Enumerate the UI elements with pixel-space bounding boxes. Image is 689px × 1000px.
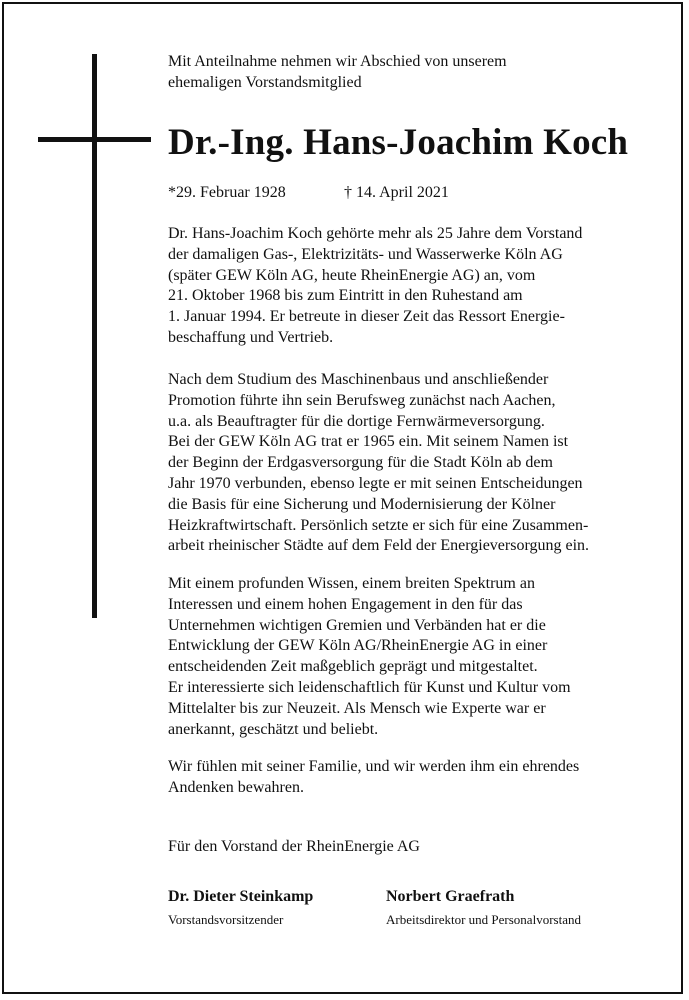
text-line: Dr. Hans-Joachim Koch gehörte mehr als 25 Jahre dem Vorstand: [168, 225, 583, 242]
text-line: entscheidenden Zeit maßgeblich geprägt und mitgestaltet.: [168, 658, 538, 676]
intro-line: ehemaligen Vorstandsmitglied: [168, 74, 362, 91]
paragraph-legacy: [168, 574, 648, 740]
text-line: Mit einem profunden Wissen, einem breiten Spektrum an: [168, 575, 535, 592]
signatory-role: Vorstandsvorsitzender: [168, 912, 284, 927]
paragraph-career: [168, 224, 648, 349]
text-line: Unternehmen wichtigen Gremien und Verbänden hat er die: [168, 616, 546, 634]
text-line: beschaffung und Vertrieb.: [168, 328, 334, 346]
text-line: Bei der GEW Köln AG trat er 1965 ein. Mit seinem Namen ist: [168, 433, 569, 451]
paragraph-condolence: [168, 757, 648, 799]
text-line: Er interessierte sich leidenschaftlich für Kunst und Kultur vom: [168, 678, 571, 696]
text-line: Jahr 1970 verbunden, ebenso legte er mit seinen Entscheidungen: [168, 474, 583, 492]
text-line: 1. Januar 1994. Er betreute in dieser Zeit das Ressort Energie-: [168, 308, 565, 326]
text-line: Promotion führte ihn sein Berufsweg zunächst nach Aachen,: [168, 391, 556, 409]
text-line: anerkannt, geschätzt und beliebt.: [168, 720, 379, 738]
text-line: Mittelalter bis zur Neuzeit. Als Mensch wie Experte war er: [168, 699, 546, 717]
text-line: der damaligen Gas-, Elektrizitäts- und Wasserwerke Köln AG: [168, 245, 563, 263]
text-line: Heizkraftwirtschaft. Persönlich setzte er sich für eine Zusammen-: [168, 516, 589, 534]
signatory-role: Arbeitsdirektor und Personalvorstand: [386, 912, 581, 927]
paragraph-background: [168, 370, 648, 557]
text-line: (später GEW Köln AG, heute RheinEnergie AG) an, vom: [168, 266, 536, 284]
text-line: Entwicklung der GEW Köln AG/RheinEnergie AG in einer: [168, 637, 548, 655]
text-line: arbeit rheinischer Städte auf dem Feld der Energieversorgung ein.: [168, 537, 590, 555]
deceased-name: Dr.-Ing. Hans-Joachim Koch: [168, 122, 629, 163]
birth-date: *29. Februar 1928: [168, 184, 286, 201]
cross-horizontal-bar: [38, 137, 151, 142]
death-date: † 14. April 2021: [344, 184, 449, 201]
text-line: Nach dem Studium des Maschinenbaus und anschließender: [168, 371, 549, 388]
signatory: [386, 886, 581, 929]
text-line: die Basis für eine Sicherung und Modernisierung der Kölner: [168, 495, 556, 513]
text-line: der Beginn der Erdgasversorgung für die Stadt Köln ab dem: [168, 454, 553, 472]
intro-line: Mit Anteilnahme nehmen wir Abschied von unserem: [168, 53, 507, 70]
text-line: Wir fühlen mit seiner Familie, und wir werden ihm ein ehrendes: [168, 758, 580, 775]
intro-text: [168, 51, 507, 93]
signatory: [168, 886, 313, 929]
signatory-name: Norbert Graefrath: [386, 888, 515, 905]
signatory-name: Dr. Dieter Steinkamp: [168, 888, 314, 905]
obituary-frame: [2, 2, 683, 994]
text-line: u.a. als Beauftragter für die dortige Fernwärmeversorgung.: [168, 412, 545, 430]
closing-line: Für den Vorstand der RheinEnergie AG: [168, 838, 420, 855]
text-line: Interessen und einem hohen Engagement in den für das: [168, 595, 523, 613]
text-line: 21. Oktober 1968 bis zum Eintritt in den Ruhestand am: [168, 287, 523, 305]
text-line: Andenken bewahren.: [168, 778, 304, 796]
